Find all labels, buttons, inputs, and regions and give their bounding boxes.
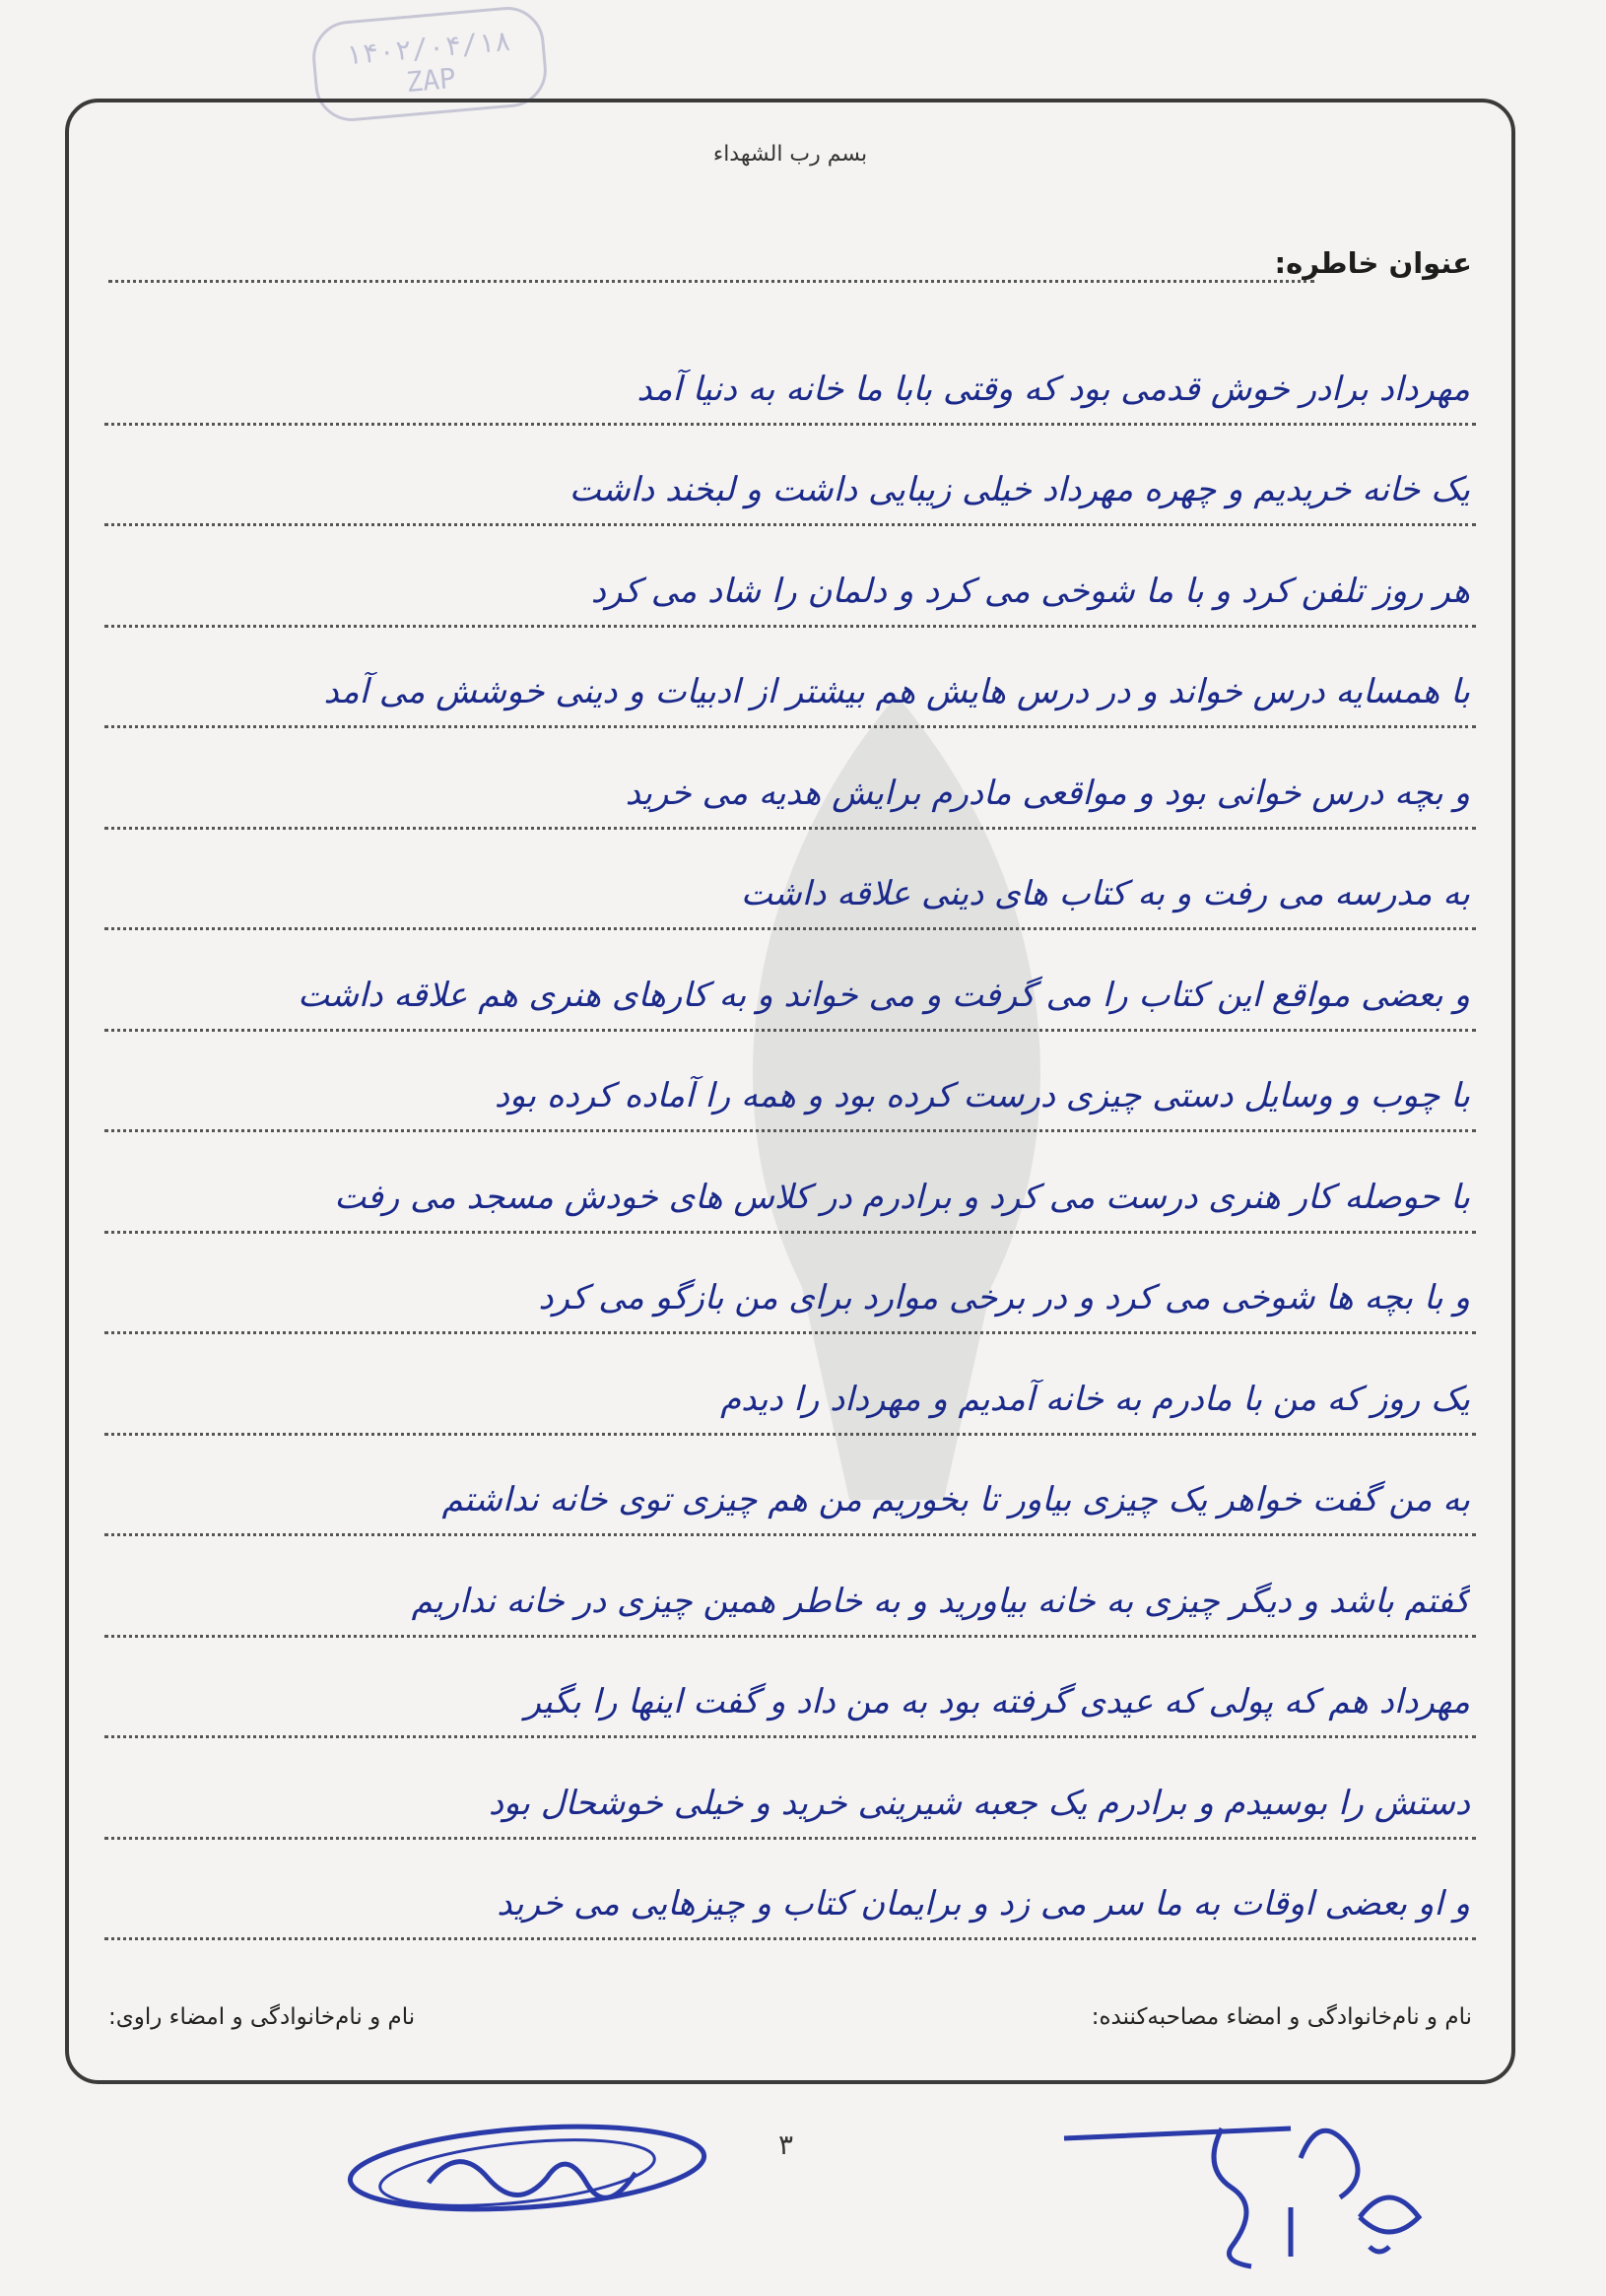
page-number: ۳ [778,2128,794,2161]
memory-form-frame [65,99,1515,2084]
text-line: هر روز تلفن کرد و با ما شوخی می کرد و دلمان را شاد می کرد [104,526,1476,628]
signature-labels [108,2004,1472,2030]
interviewer-signature [1044,2099,1458,2276]
narrator-signature [340,2114,714,2232]
text-line: و با بچه ها شوخی می کرد و در برخی موارد برای من بازگو می کرد [104,1234,1476,1335]
stamp-line-2: ZAP [404,61,458,100]
narrator-label: نام و نام‌خانوادگی و امضاء راوی: [108,2004,416,2030]
text-line: گفتم باشد و دیگر چیزی به خانه بیاورید و به خاطر همین چیزی در خانه نداریم [104,1536,1476,1638]
memory-text-body [104,324,1476,1940]
text-line: با چوب و وسایل دستی چیزی درست کرده بود و همه را آماده کرده بود [104,1032,1476,1133]
page-header: بسم رب الشهداء [712,142,868,167]
memory-title-label: عنوان خاطره: [1274,246,1472,280]
text-line: یک روز که من با مادرم به خانه آمدیم و مهرداد را دیدم [104,1334,1476,1436]
stamp-line-1: ۱۴۰۲/۰۴/۱۸ [344,24,512,72]
text-line: به مدرسه می رفت و به کتاب های دینی علاقه داشت [104,830,1476,931]
text-line: و بعضی مواقع این کتاب را می گرفت و می خواند و به کارهای هنری هم علاقه داشت [104,930,1476,1032]
memory-title-line [108,280,1314,283]
text-line: یک خانه خریدیم و چهره مهرداد خیلی زیبایی داشت و لبخند داشت [104,426,1476,527]
interviewer-label: نام و نام‌خانوادگی و امضاء مصاحبه‌کننده: [1091,2004,1472,2030]
text-line: و او بعضی اوقات به ما سر می زد و برایمان کتاب و چیزهایی می خرید [104,1840,1476,1941]
text-line: و بچه درس خوانی بود و مواقعی مادرم برایش هدیه می خرید [104,728,1476,830]
text-line: با حوصله کار هنری درست می کرد و برادرم در کلاس های خودش مسجد می رفت [104,1132,1476,1234]
text-line: مهرداد برادر خوش قدمی بود که وقتی بابا ما خانه به دنیا آمد [104,324,1476,426]
text-line: دستش را بوسیدم و برادرم یک جعبه شیرینی خرید و خیلی خوشحال بود [104,1738,1476,1840]
text-line: مهرداد هم که پولی که عیدی گرفته بود به من داد و گفت اینها را بگیر [104,1638,1476,1739]
text-line: با همسایه درس خواند و در درس هایش هم بیشتر از ادبیات و دینی خوشش می آمد [104,628,1476,729]
text-line: به من گفت خواهر یک چیزی بیاور تا بخوریم من هم چیزی توی خانه نداشتم [104,1436,1476,1537]
